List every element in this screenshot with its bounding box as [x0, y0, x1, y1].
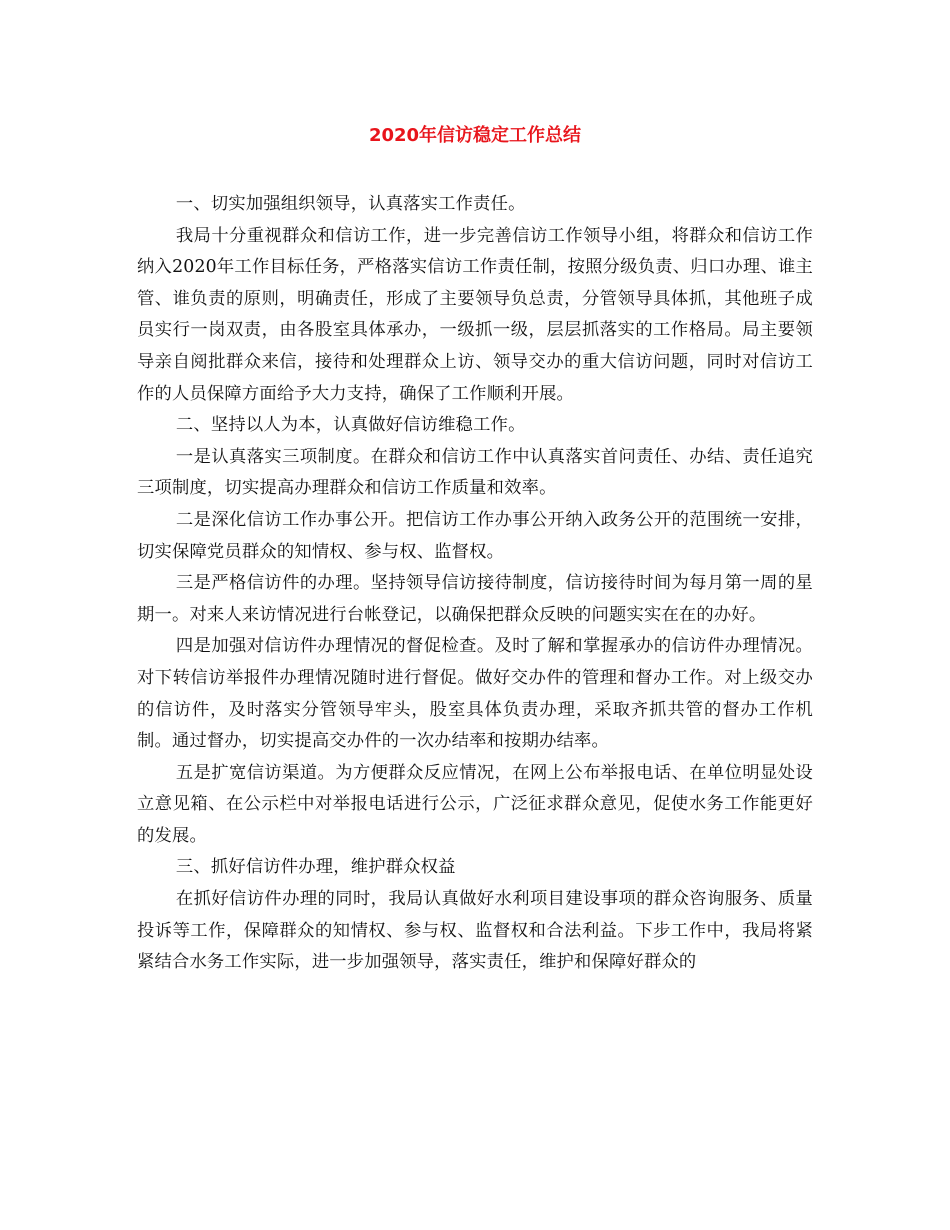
document-title: 2020年信访稳定工作总结 — [368, 125, 582, 146]
paragraph-section-2-heading: 二、坚持以人为本，认真做好信访维稳工作。 — [175, 415, 526, 436]
paragraph-section-3-body: 在抓好信访件办理的同时，我局认真做好水利项目建设事项的群众咨询服务、质量投诉等工作，保障群众的知情权、参与权、监督权和合法利益。下步工作中，我局将紧紧结合水务工作实际，进一步加强领导，落实责任，维护和保障好群众的 — [137, 889, 813, 973]
paragraph-section-1-heading: 一、切实加强组织领导，认真落实工作责任。 — [175, 194, 526, 214]
document-body — [137, 189, 813, 979]
paragraph-item-3: 三是严格信访件的办理。坚持领导信访接待制度，信访接待时间为每月第一周的星期一。对来人来访情况进行台帐登记，以确保把群众反映的问题实实在在的办好。 — [137, 573, 813, 625]
paragraph-item-5: 五是扩宽信访渠道。为方便群众反应情况，在网上公布举报电话、在单位明显处设立意见箱、在公示栏中对举报电话进行公示，广泛征求群众意见，促使水务工作能更好的发展。 — [137, 762, 813, 846]
paragraph-item-4: 四是加强对信访件办理情况的督促检查。及时了解和掌握承办的信访件办理情况。对下转信访举报件办理情况随时进行督促。做好交办件的管理和督办工作。对上级交办的信访件，及时落实分管领导牢头，股室具体负责办理，采取齐抓共管的督办工作机制。通过督办，切实提高交办件的一次办结率和按期办结率。 — [137, 636, 813, 752]
paragraph-item-2: 二是深化信访工作办事公开。把信访工作办事公开纳入政务公开的范围统一安排，切实保障党员群众的知情权、参与权、监督权。 — [137, 509, 813, 562]
paragraph-section-3-heading: 三、抓好信访件办理，维护群众权益 — [175, 857, 456, 878]
paragraph-item-1: 一是认真落实三项制度。在群众和信访工作中认真落实首问责任、办结、责任追究三项制度，切实提高办理群众和信访工作质量和效率。 — [137, 446, 813, 499]
paragraph-section-1-body: 我局十分重视群众和信访工作，进一步完善信访工作领导小组，将群众和信访工作纳入2020年工作目标任务，严格落实信访工作责任制，按照分级负责、归口办理、谁主管、谁负责的原则，明确责任，形成了主要领导负总责，分管领导具体抓，其他班子成员实行一岗双责，由各股室具体承办，一级抓一级，层层抓落实的工作格局。局主要领导亲自阅批群众来信，接待和处理群众上访、领导交办的重大信访问题，同时对信访工作的人员保障方面给予大力支持，确保了工作顺利开展。 — [137, 225, 813, 404]
